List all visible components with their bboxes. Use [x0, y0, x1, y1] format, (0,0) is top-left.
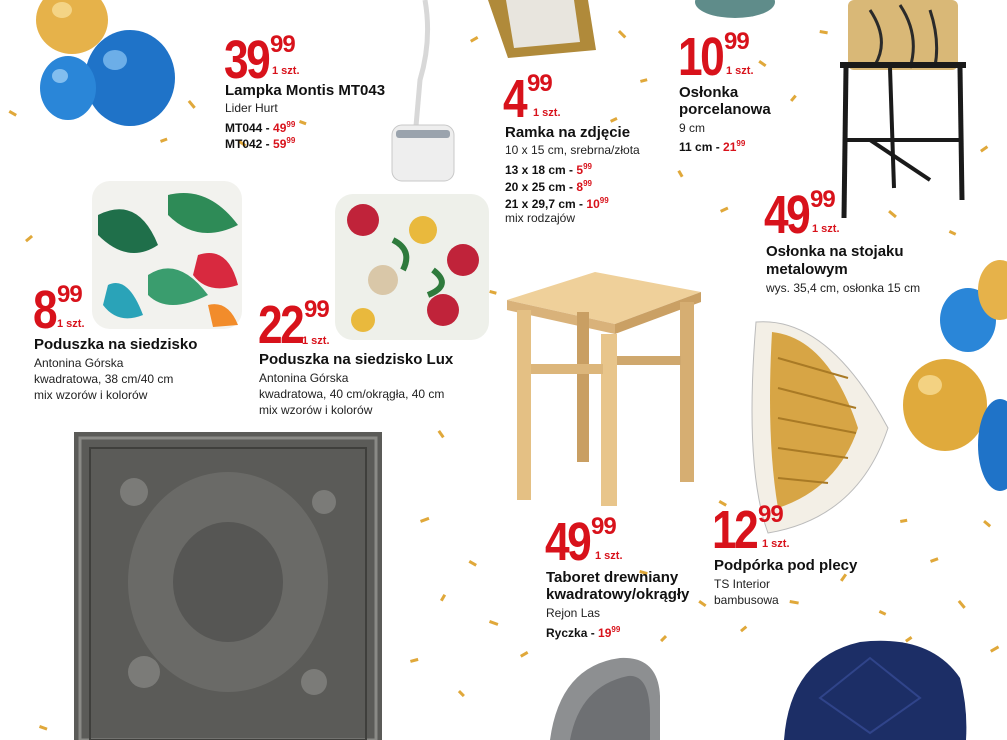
product-brand: TS Interior	[714, 577, 771, 591]
product-title: porcelanowa	[679, 101, 771, 118]
variant-line: $MT042 - 59^{99}$	[225, 136, 296, 151]
photo-frame-image	[488, 0, 598, 62]
product-desc: kwadratowa, 40 cm/okrągła, 40 cm	[259, 387, 445, 401]
product-desc: bambusowa	[714, 593, 779, 607]
tropical-cushion-image	[88, 175, 250, 335]
product-title: Poduszka na siedzisko Lux	[259, 351, 454, 368]
price-cents: 99	[57, 281, 82, 308]
variant-line: 13 x 18 cm - $5^{99}$	[505, 162, 592, 177]
product-desc: kwadratowa, 38 cm/40 cm	[34, 372, 174, 386]
price-tag	[712, 500, 790, 560]
price-main: 10	[678, 27, 723, 87]
blue-balloon	[85, 30, 175, 126]
product-title: Poduszka na siedzisko	[34, 336, 198, 353]
blue-balloon	[40, 56, 96, 120]
price-tag	[678, 27, 754, 87]
product-title: Ramka na zdjęcie	[505, 124, 631, 141]
product-title: kwadratowy/okrągły	[546, 586, 690, 603]
price-unit: 1 szt.	[57, 318, 85, 330]
navy-chair-image	[780, 638, 970, 740]
gold-balloon	[903, 359, 987, 451]
price-main: 12	[712, 500, 757, 560]
lamp-image	[380, 0, 470, 185]
variant-line: $MT044 - 49^{99}$	[225, 120, 296, 135]
price-cents: 99	[758, 501, 783, 528]
variant-line: Ryczka - $19^{99}$	[546, 625, 621, 640]
price-cents: 99	[591, 513, 616, 540]
price-main: 49	[764, 185, 809, 245]
price-main: 22	[258, 295, 303, 355]
product-title: metalowym	[766, 261, 848, 278]
price-cents: 99	[724, 28, 749, 55]
price-tag	[503, 69, 561, 129]
grey-chair-image	[540, 656, 662, 740]
price-unit: 1 szt.	[302, 335, 330, 347]
product-brand: Antonina Górska	[259, 371, 349, 385]
product-title: Osłonka	[679, 84, 739, 101]
floral-cushion-image	[333, 190, 493, 345]
ceramic-pot-image	[695, 0, 775, 20]
carpet-image	[74, 432, 382, 740]
price-main: 39	[224, 30, 269, 90]
price-main: 4	[503, 69, 526, 129]
variant-line: 11 cm - $21^{99}$	[679, 139, 746, 154]
price-tag	[33, 280, 85, 340]
product-title: Lampka Montis MT043	[225, 82, 386, 99]
variant-line: 20 x 25 cm - $8^{99}$	[505, 179, 592, 194]
price-unit: 1 szt.	[533, 107, 561, 119]
price-cents: 99	[304, 296, 329, 323]
variant-line: 21 x 29,7 cm - $10^{99}$	[505, 196, 609, 211]
plant-stand-image	[830, 0, 975, 225]
price-tag	[258, 295, 330, 355]
price-cents: 99	[810, 186, 835, 213]
price-tag	[764, 185, 840, 245]
product-brand: Rejon Las	[546, 606, 601, 620]
price-cents: 99	[527, 70, 552, 97]
price-cents: 99	[270, 31, 295, 58]
product-desc: 10 x 15 cm, srebrna/złota	[505, 143, 640, 157]
price-unit: 1 szt.	[595, 550, 623, 562]
product-desc: mix wzorów i kolorów	[259, 403, 373, 417]
price-tag	[224, 30, 300, 90]
price-main: 49	[545, 512, 590, 572]
product-title: Osłonka na stojaku	[766, 243, 904, 260]
product-desc: wys. 35,4 cm, osłonka 15 cm	[766, 281, 921, 295]
product-desc: 9 cm	[679, 121, 706, 135]
product-desc: mix wzorów i kolorów	[34, 388, 148, 402]
price-unit: 1 szt.	[726, 65, 754, 77]
product-title: Taboret drewniany	[546, 569, 679, 586]
product-brand: Antonina Górska	[34, 356, 124, 370]
price-unit: 1 szt.	[272, 65, 300, 77]
price-tag	[545, 512, 623, 572]
price-main: 8	[33, 280, 56, 340]
price-unit: 1 szt.	[812, 223, 840, 235]
wooden-stool-image	[505, 272, 705, 510]
product-title: Podpórka pod plecy	[714, 557, 858, 574]
product-brand: Lider Hurt	[225, 101, 278, 115]
price-unit: 1 szt.	[762, 538, 790, 550]
product-note: mix rodzajów	[505, 211, 576, 225]
